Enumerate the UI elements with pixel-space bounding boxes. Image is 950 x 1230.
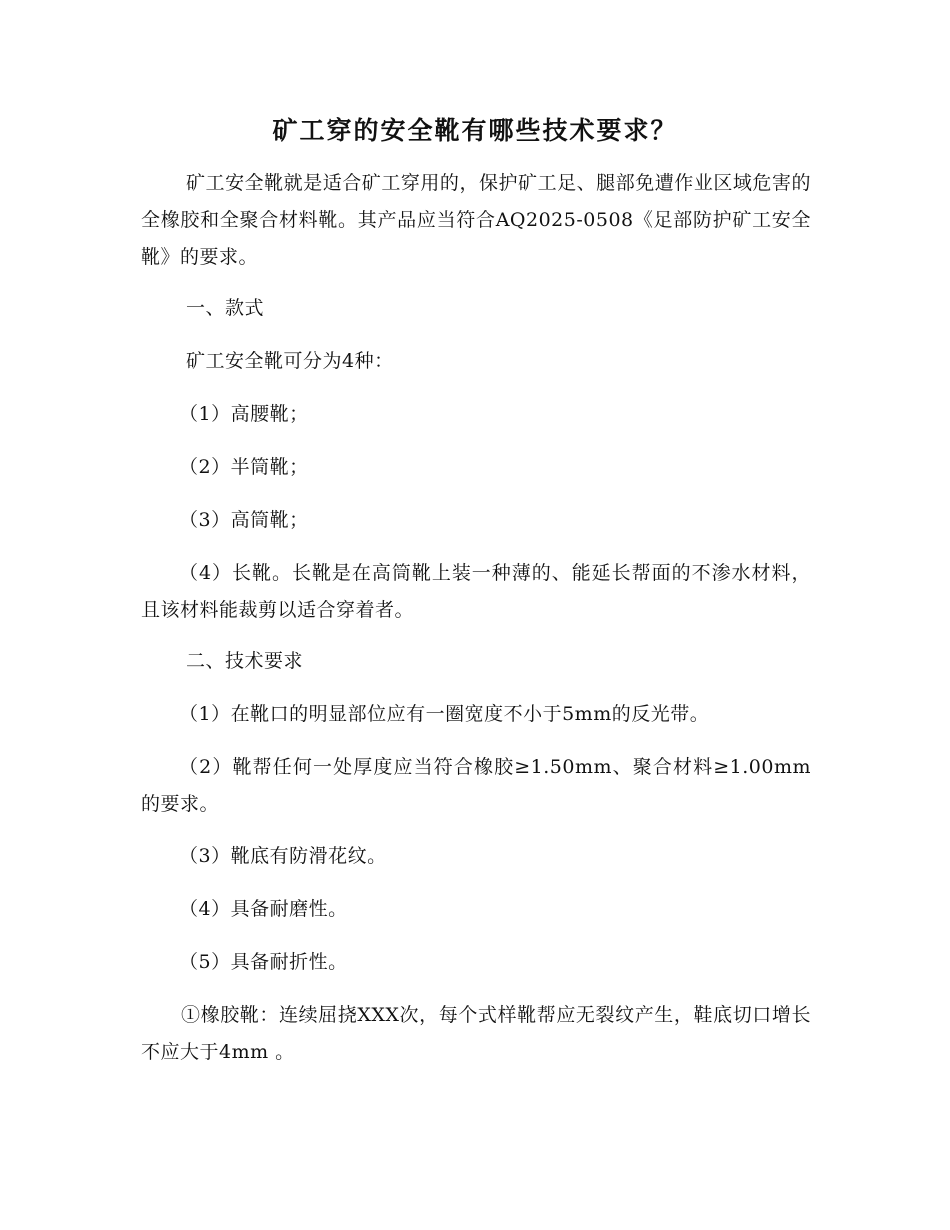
list-item: （2）半筒靴；	[179, 456, 309, 478]
section-heading-style: 一、款式	[186, 297, 265, 319]
intro-paragraph: 矿工安全靴就是适合矿工穿用的，保护矿工足、腿部免遭作业区域危害的全橡胶和全聚合材料靴。其产品应当符合AQ2025-0508《足部防护矿工安全靴》的要求。	[141, 172, 811, 268]
style-lead-text: 矿工安全靴可分为4种：	[186, 350, 394, 372]
section-heading-tech: 二、技术要求	[186, 650, 304, 672]
rubber-boot-note: ①橡胶靴：连续屈挠XXX次，每个式样靴帮应无裂纹产生，鞋底切口增长不应大于4mm 。	[141, 1004, 811, 1063]
list-item: （5）具备耐折性。	[179, 951, 348, 973]
list-item: （3）靴底有防滑花纹。	[179, 845, 387, 867]
list-item: （1）高腰靴；	[179, 403, 309, 425]
list-item: （4）长靴。长靴是在高筒靴上装一种薄的、能延长帮面的不渗水材料，且该材料能裁剪以适合穿着者。	[141, 562, 811, 621]
list-item: （3）高筒靴；	[179, 509, 309, 531]
document-title: 矿工穿的安全靴有哪些技术要求？	[272, 116, 678, 145]
list-item: （2）靴帮任何一处厚度应当符合橡胶≥1.50mm、聚合材料≥1.00mm的要求。	[141, 756, 811, 815]
list-item: （4）具备耐磨性。	[179, 898, 348, 920]
list-item: （1）在靴口的明显部位应有一圈宽度不小于5mm的反光带。	[179, 703, 710, 725]
